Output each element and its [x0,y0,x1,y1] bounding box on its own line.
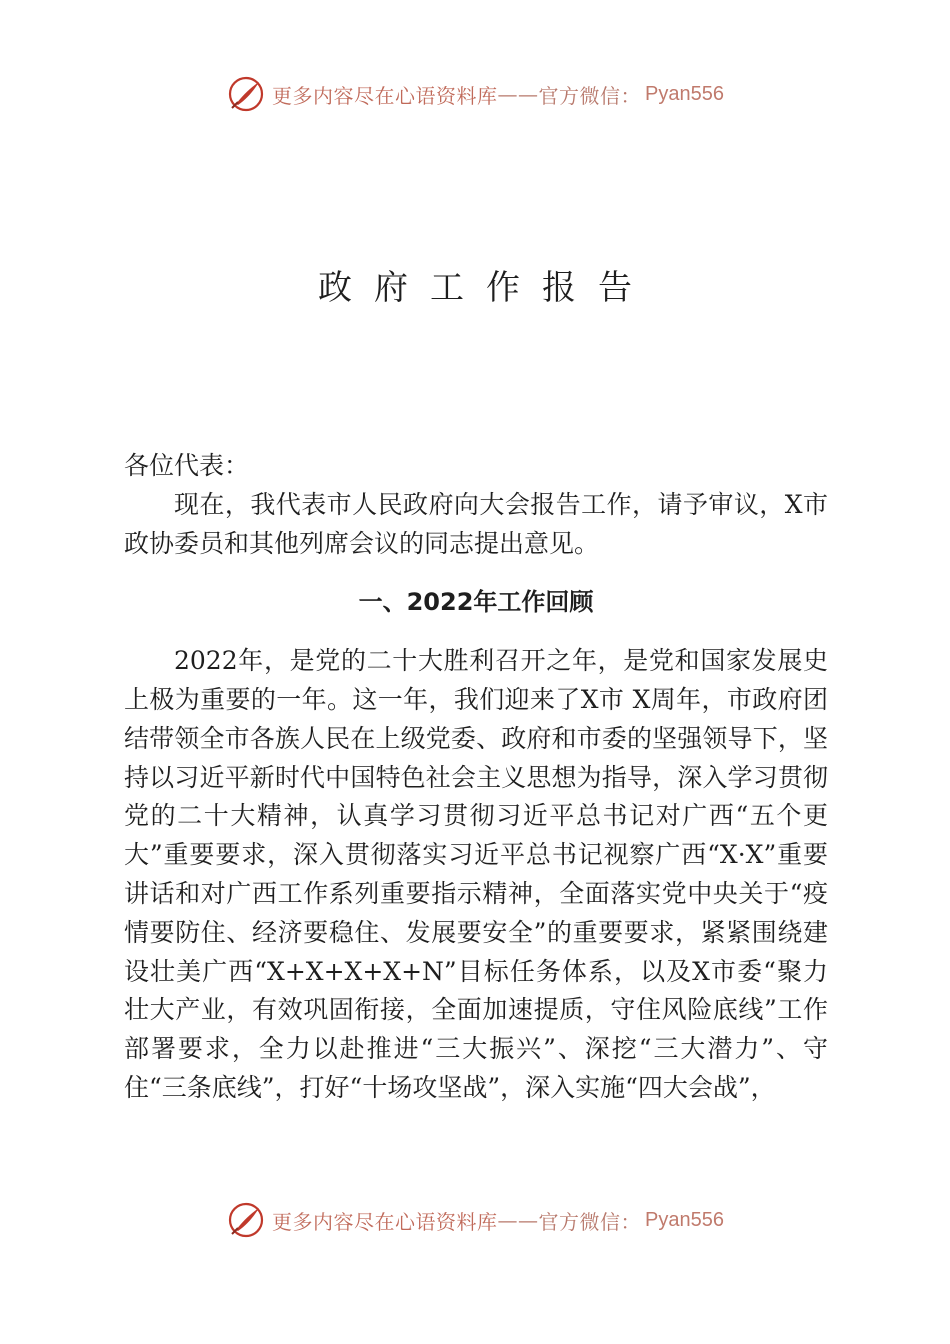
section-heading: 一、2022年工作回顾 [358,588,594,617]
salutation: 各位代表： [124,451,250,480]
footer-watermark [0,1198,950,1242]
document-body [124,447,828,1108]
watermark-wechat-id: Pyan556 [645,1208,724,1231]
watermark-dash: —— [497,1208,539,1232]
quill-pen-logo-icon [226,1200,266,1240]
header-watermark [0,72,950,116]
body-paragraph: 2022年，是党的二十大胜利召开之年，是党和国家发展史上极为重要的一年。这一年，我们迎来了X市 X周年，市政府团结带领全市各族人民在上级党委、政府和市委的坚强领导下，坚持以习近平新时代中国特色社会主义思想为指导，深入学习贯彻党的二十大精神，认真学习贯彻习近平总书记对广西“五个更大”重要要求，深入贯彻落实习近平总书记视察广西“X·X”重要讲话和对广西工作系列重要指示精神，全面落实党中央关于“疫情要防住、经济要稳住、发展要安全”的重要要求，紧紧围绕建设壮美广西“X+X+X+X+N”目标任务体系，以及X市委“聚力壮大产业，有效巩固衔接，全面加速提质，守住风险底线”工作部署要求，全力以赴推进“三大振兴”、深挖“三大潜力”、守住“三条底线”，打好“十场攻坚战”，深入实施“四大会战”， [124,646,828,1102]
intro-paragraph: 现在，我代表市人民政府向大会报告工作，请予审议，X市政协委员和其他列席会议的同志提出意见。 [124,489,828,558]
watermark-dash: —— [497,82,539,106]
watermark-text: 更多内容尽在心语资料库 [272,1209,498,1234]
watermark-wechat-label: 官方微信： [538,83,642,108]
watermark-wechat-label: 官方微信： [538,1209,642,1234]
quill-pen-logo-icon [226,74,266,114]
watermark-text: 更多内容尽在心语资料库 [272,83,498,108]
watermark-wechat-id: Pyan556 [645,82,724,105]
document-title: 政府工作报告 [318,268,654,308]
